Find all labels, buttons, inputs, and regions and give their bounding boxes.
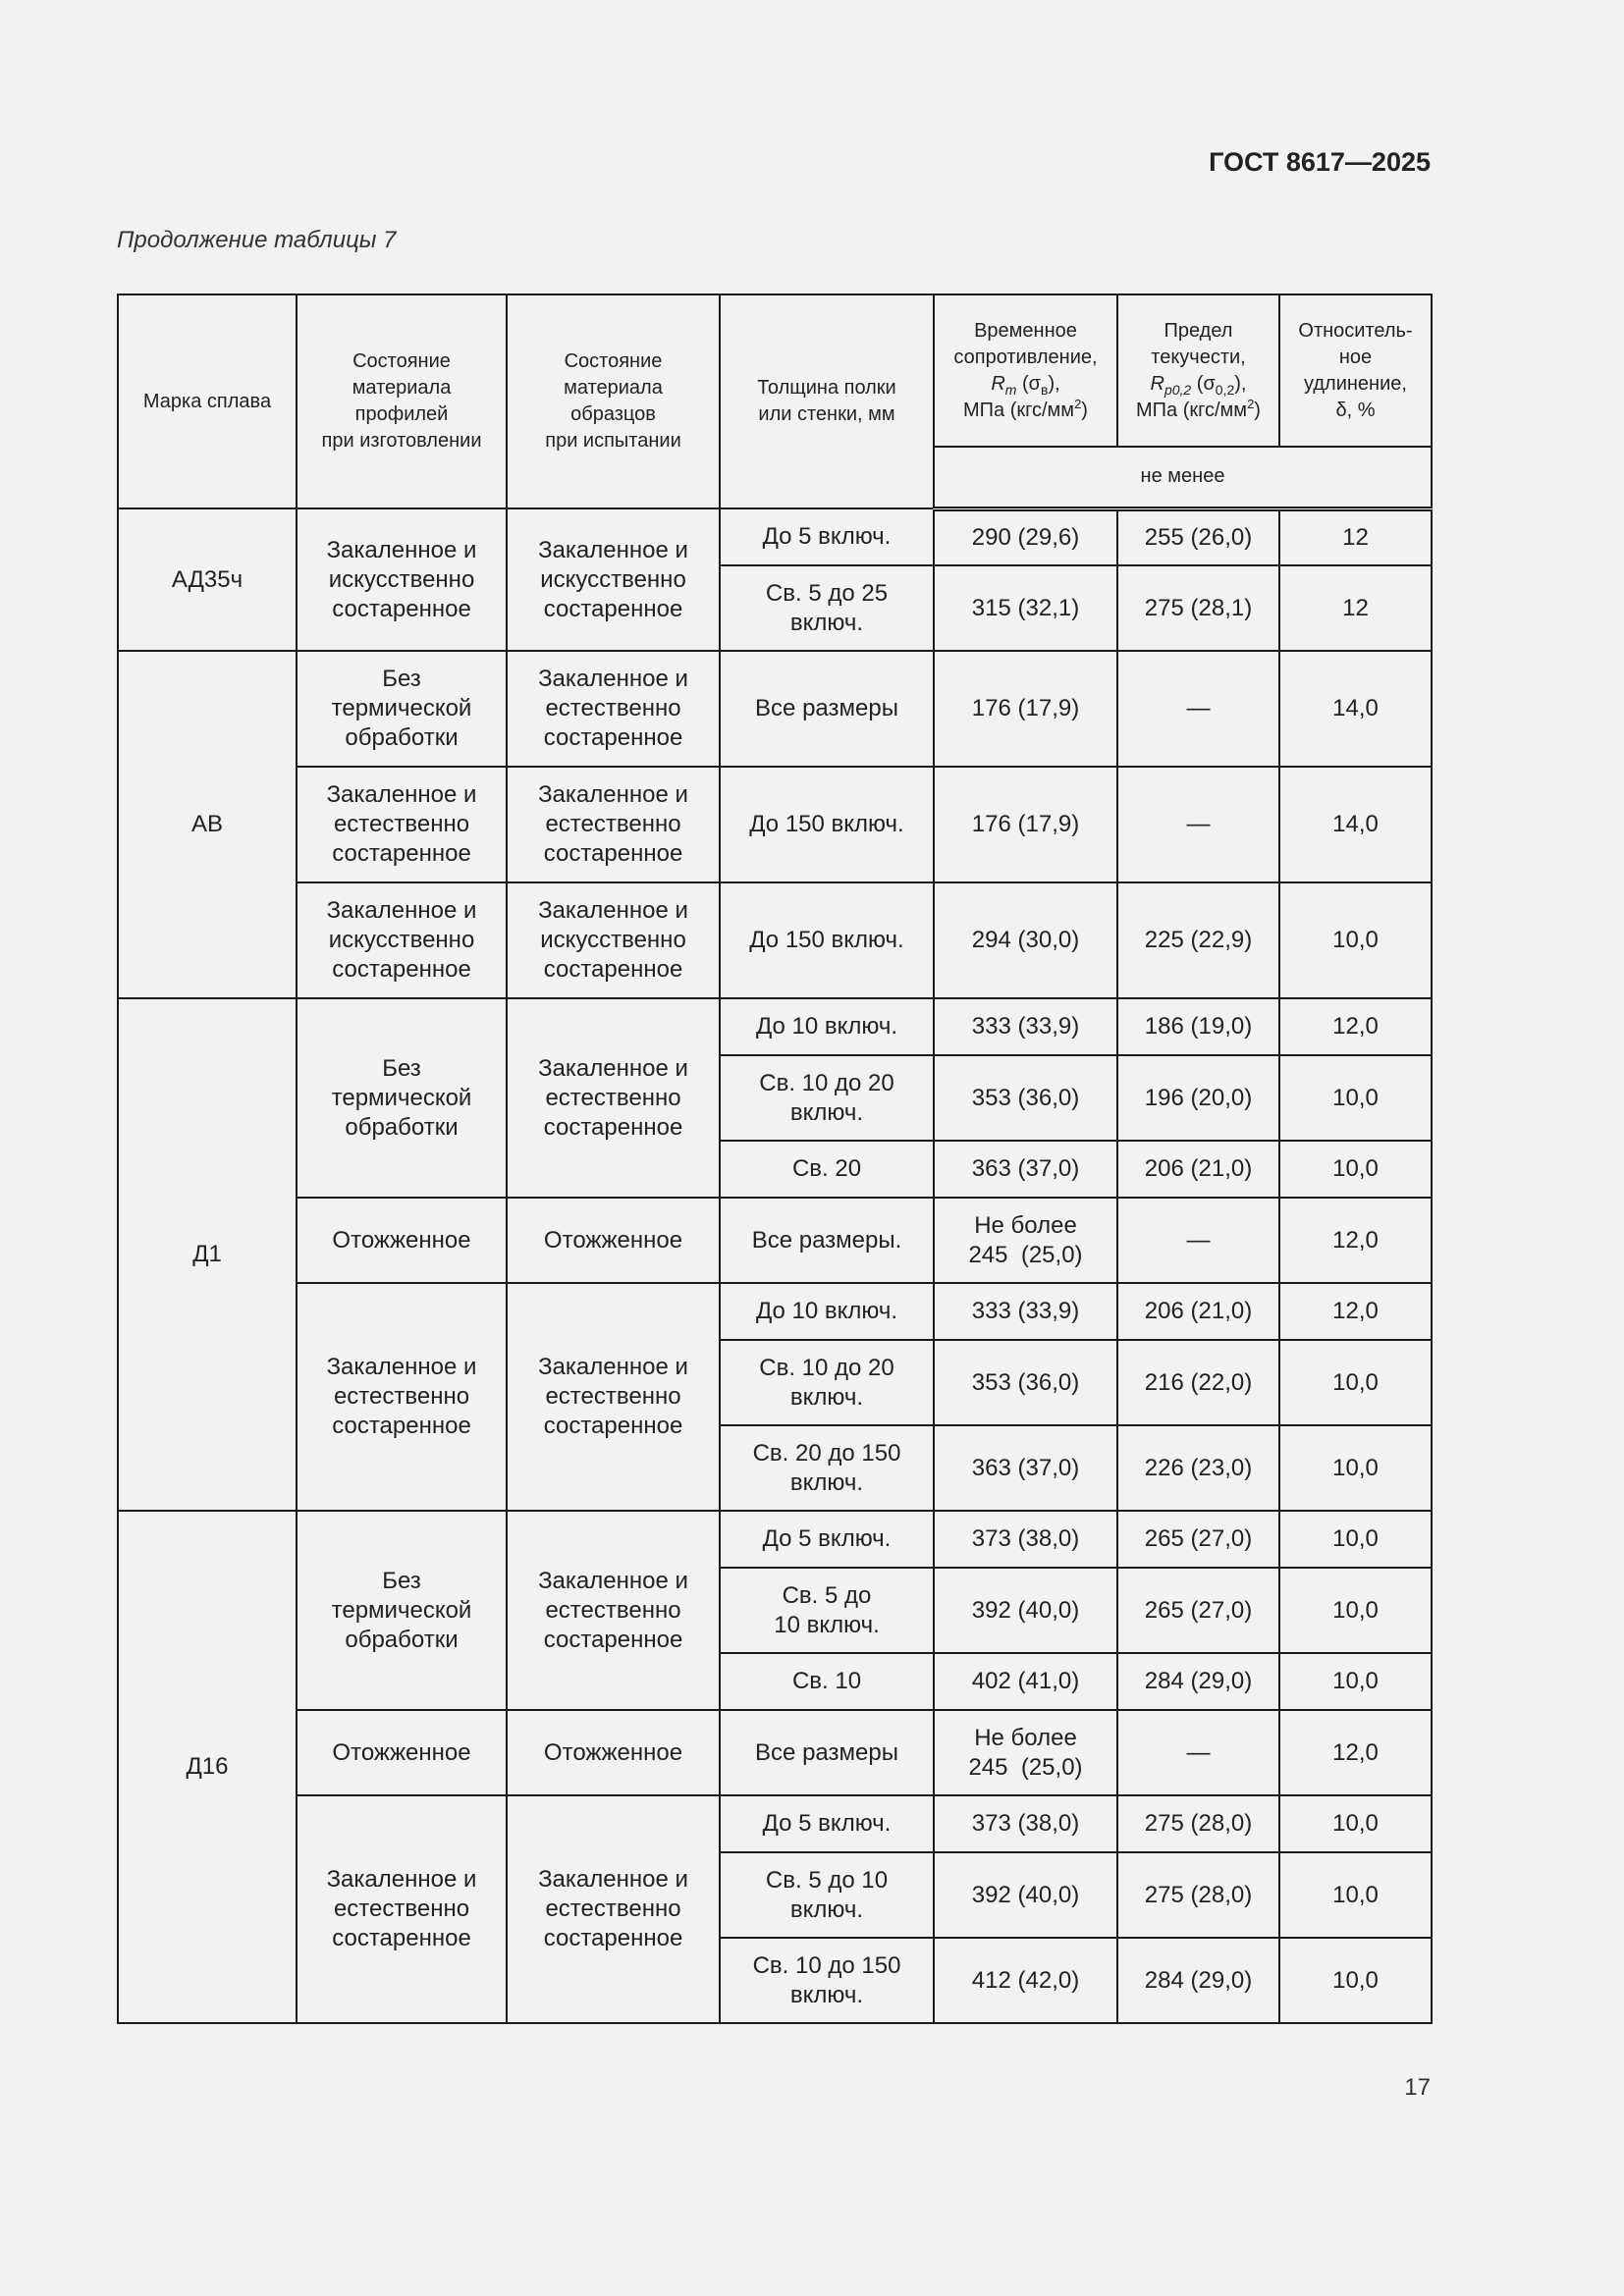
thickness-cell: Св. 5 до 10 включ. bbox=[720, 1568, 934, 1653]
header-yield-strength: Предел текучести, $R_{p0,2}$ $(\sigma_{0,2})$, МПа $(кгс/мм^2)$ bbox=[1117, 294, 1279, 447]
thickness-cell: До 5 включ. bbox=[720, 1511, 934, 1568]
elongation-cell: 10,0 bbox=[1279, 1055, 1432, 1141]
thickness-cell: Все размеры bbox=[720, 1710, 934, 1795]
yield-cell: 196 (20,0) bbox=[1117, 1055, 1279, 1141]
table-row bbox=[118, 998, 1432, 1055]
header-elongation: Относитель- ное удлинение, δ, % bbox=[1279, 294, 1432, 447]
yield-cell: 265 (27,0) bbox=[1117, 1568, 1279, 1653]
yield-cell: — bbox=[1117, 651, 1279, 767]
table-row bbox=[118, 1511, 1432, 1568]
thickness-cell: Св. 10 bbox=[720, 1653, 934, 1710]
elongation-cell: 10,0 bbox=[1279, 1653, 1432, 1710]
yield-cell: 206 (21,0) bbox=[1117, 1141, 1279, 1198]
yield-cell: 255 (26,0) bbox=[1117, 508, 1279, 565]
tensile-cell: 353 (36,0) bbox=[934, 1055, 1117, 1141]
state-test-cell: Отожженное bbox=[507, 1198, 720, 1283]
tensile-cell: 290 (29,6) bbox=[934, 508, 1117, 565]
yield-cell: 275 (28,1) bbox=[1117, 565, 1279, 651]
elongation-cell: 12,0 bbox=[1279, 1198, 1432, 1283]
elongation-cell: 10,0 bbox=[1279, 1511, 1432, 1568]
tensile-cell: 363 (37,0) bbox=[934, 1425, 1117, 1511]
yield-cell: 275 (28,0) bbox=[1117, 1795, 1279, 1852]
tensile-cell: Не более 245 (25,0) bbox=[934, 1198, 1117, 1283]
state-test-cell: Закаленное и естественно состаренное bbox=[507, 767, 720, 882]
thickness-cell: Св. 20 bbox=[720, 1141, 934, 1198]
state-cell: Без термической обработки bbox=[297, 1511, 507, 1710]
header-state-manufacture: Состояние материала профилей при изготовлении bbox=[297, 294, 507, 508]
thickness-cell: До 10 включ. bbox=[720, 998, 934, 1055]
document-code: ГОСТ 8617—2025 bbox=[1209, 147, 1431, 177]
thickness-cell: Св. 10 до 20 включ. bbox=[720, 1055, 934, 1141]
elongation-cell: 10,0 bbox=[1279, 1795, 1432, 1852]
yield-cell: 284 (29,0) bbox=[1117, 1938, 1279, 2023]
state-cell: Закаленное и искусственно состаренное bbox=[297, 508, 507, 651]
state-test-cell: Закаленное и естественно состаренное bbox=[507, 998, 720, 1198]
thickness-cell: До 5 включ. bbox=[720, 508, 934, 565]
page-number: 17 bbox=[1404, 2074, 1431, 2101]
elongation-cell: 10,0 bbox=[1279, 1568, 1432, 1653]
yield-cell: 225 (22,9) bbox=[1117, 882, 1279, 998]
alloy-cell: Д16 bbox=[118, 1511, 297, 2023]
alloy-cell: Д1 bbox=[118, 998, 297, 1511]
state-test-cell: Закаленное и искусственно состаренное bbox=[507, 882, 720, 998]
thickness-cell: Св. 5 до 10 включ. bbox=[720, 1852, 934, 1938]
thickness-cell: До 150 включ. bbox=[720, 882, 934, 998]
elongation-cell: 12,0 bbox=[1279, 1283, 1432, 1340]
tensile-cell: 176 (17,9) bbox=[934, 651, 1117, 767]
elongation-cell: 10,0 bbox=[1279, 1141, 1432, 1198]
yield-cell: 186 (19,0) bbox=[1117, 998, 1279, 1055]
elongation-cell: 10,0 bbox=[1279, 1425, 1432, 1511]
state-test-cell: Отожженное bbox=[507, 1710, 720, 1795]
tensile-cell: 392 (40,0) bbox=[934, 1568, 1117, 1653]
table-row bbox=[118, 1795, 1432, 1852]
tensile-cell: 373 (38,0) bbox=[934, 1795, 1117, 1852]
tensile-cell: 373 (38,0) bbox=[934, 1511, 1117, 1568]
alloy-cell: АВ bbox=[118, 651, 297, 998]
thickness-cell: До 10 включ. bbox=[720, 1283, 934, 1340]
table-row bbox=[118, 767, 1432, 882]
state-test-cell: Закаленное и естественно состаренное bbox=[507, 1795, 720, 2023]
state-test-cell: Закаленное и искусственно состаренное bbox=[507, 508, 720, 651]
table-row bbox=[118, 1283, 1432, 1340]
table-row bbox=[118, 1198, 1432, 1283]
state-cell: Закаленное и естественно состаренное bbox=[297, 1283, 507, 1511]
state-cell: Отожженное bbox=[297, 1198, 507, 1283]
tensile-cell: 315 (32,1) bbox=[934, 565, 1117, 651]
elongation-cell: 14,0 bbox=[1279, 651, 1432, 767]
tensile-cell: 333 (33,9) bbox=[934, 1283, 1117, 1340]
elongation-cell: 12 bbox=[1279, 508, 1432, 565]
yield-cell: 275 (28,0) bbox=[1117, 1852, 1279, 1938]
thickness-cell: Св. 10 до 20 включ. bbox=[720, 1340, 934, 1425]
tensile-cell: 176 (17,9) bbox=[934, 767, 1117, 882]
state-cell: Закаленное и искусственно состаренное bbox=[297, 882, 507, 998]
state-cell: Закаленное и естественно состаренное bbox=[297, 767, 507, 882]
state-cell: Закаленное и естественно состаренное bbox=[297, 1795, 507, 2023]
tensile-cell: 294 (30,0) bbox=[934, 882, 1117, 998]
yield-cell: — bbox=[1117, 767, 1279, 882]
properties-table bbox=[117, 294, 1433, 2024]
elongation-cell: 10,0 bbox=[1279, 1340, 1432, 1425]
elongation-cell: 10,0 bbox=[1279, 1938, 1432, 2023]
elongation-cell: 12,0 bbox=[1279, 1710, 1432, 1795]
state-cell: Без термической обработки bbox=[297, 998, 507, 1198]
thickness-cell: Все размеры bbox=[720, 651, 934, 767]
header-alloy: Марка сплава bbox=[118, 294, 297, 508]
table-row bbox=[118, 651, 1432, 767]
elongation-cell: 12 bbox=[1279, 565, 1432, 651]
yield-cell: — bbox=[1117, 1198, 1279, 1283]
table-row bbox=[118, 508, 1432, 565]
tensile-cell: 353 (36,0) bbox=[934, 1340, 1117, 1425]
elongation-cell: 10,0 bbox=[1279, 882, 1432, 998]
thickness-cell: До 150 включ. bbox=[720, 767, 934, 882]
thickness-cell: Св. 10 до 150 включ. bbox=[720, 1938, 934, 2023]
thickness-cell: Все размеры. bbox=[720, 1198, 934, 1283]
header-tensile-strength: Временное сопротивление, $R_m$ $(\sigma_в)$, МПа $(кгс/мм^2)$ bbox=[934, 294, 1117, 447]
state-test-cell: Закаленное и естественно состаренное bbox=[507, 1511, 720, 1710]
elongation-cell: 14,0 bbox=[1279, 767, 1432, 882]
tensile-cell: Не более 245 (25,0) bbox=[934, 1710, 1117, 1795]
table-caption: Продолжение таблицы 7 bbox=[117, 227, 397, 253]
table-row bbox=[118, 882, 1432, 998]
header-min-note: не менее bbox=[934, 447, 1432, 508]
thickness-cell: Св. 5 до 25 включ. bbox=[720, 565, 934, 651]
elongation-cell: 10,0 bbox=[1279, 1852, 1432, 1938]
state-cell: Без термической обработки bbox=[297, 651, 507, 767]
yield-cell: 206 (21,0) bbox=[1117, 1283, 1279, 1340]
state-test-cell: Закаленное и естественно состаренное bbox=[507, 651, 720, 767]
yield-cell: 284 (29,0) bbox=[1117, 1653, 1279, 1710]
tensile-cell: 392 (40,0) bbox=[934, 1852, 1117, 1938]
header-state-testing: Состояние материала образцов при испытании bbox=[507, 294, 720, 508]
tensile-cell: 412 (42,0) bbox=[934, 1938, 1117, 2023]
tensile-cell: 333 (33,9) bbox=[934, 998, 1117, 1055]
state-test-cell: Закаленное и естественно состаренное bbox=[507, 1283, 720, 1511]
yield-cell: 265 (27,0) bbox=[1117, 1511, 1279, 1568]
table-row bbox=[118, 1710, 1432, 1795]
thickness-cell: Св. 20 до 150 включ. bbox=[720, 1425, 934, 1511]
yield-cell: — bbox=[1117, 1710, 1279, 1795]
yield-cell: 216 (22,0) bbox=[1117, 1340, 1279, 1425]
tensile-cell: 363 (37,0) bbox=[934, 1141, 1117, 1198]
header-thickness: Толщина полки или стенки, мм bbox=[720, 294, 934, 508]
tensile-cell: 402 (41,0) bbox=[934, 1653, 1117, 1710]
state-cell: Отожженное bbox=[297, 1710, 507, 1795]
yield-cell: 226 (23,0) bbox=[1117, 1425, 1279, 1511]
alloy-cell: АД35ч bbox=[118, 508, 297, 651]
elongation-cell: 12,0 bbox=[1279, 998, 1432, 1055]
thickness-cell: До 5 включ. bbox=[720, 1795, 934, 1852]
